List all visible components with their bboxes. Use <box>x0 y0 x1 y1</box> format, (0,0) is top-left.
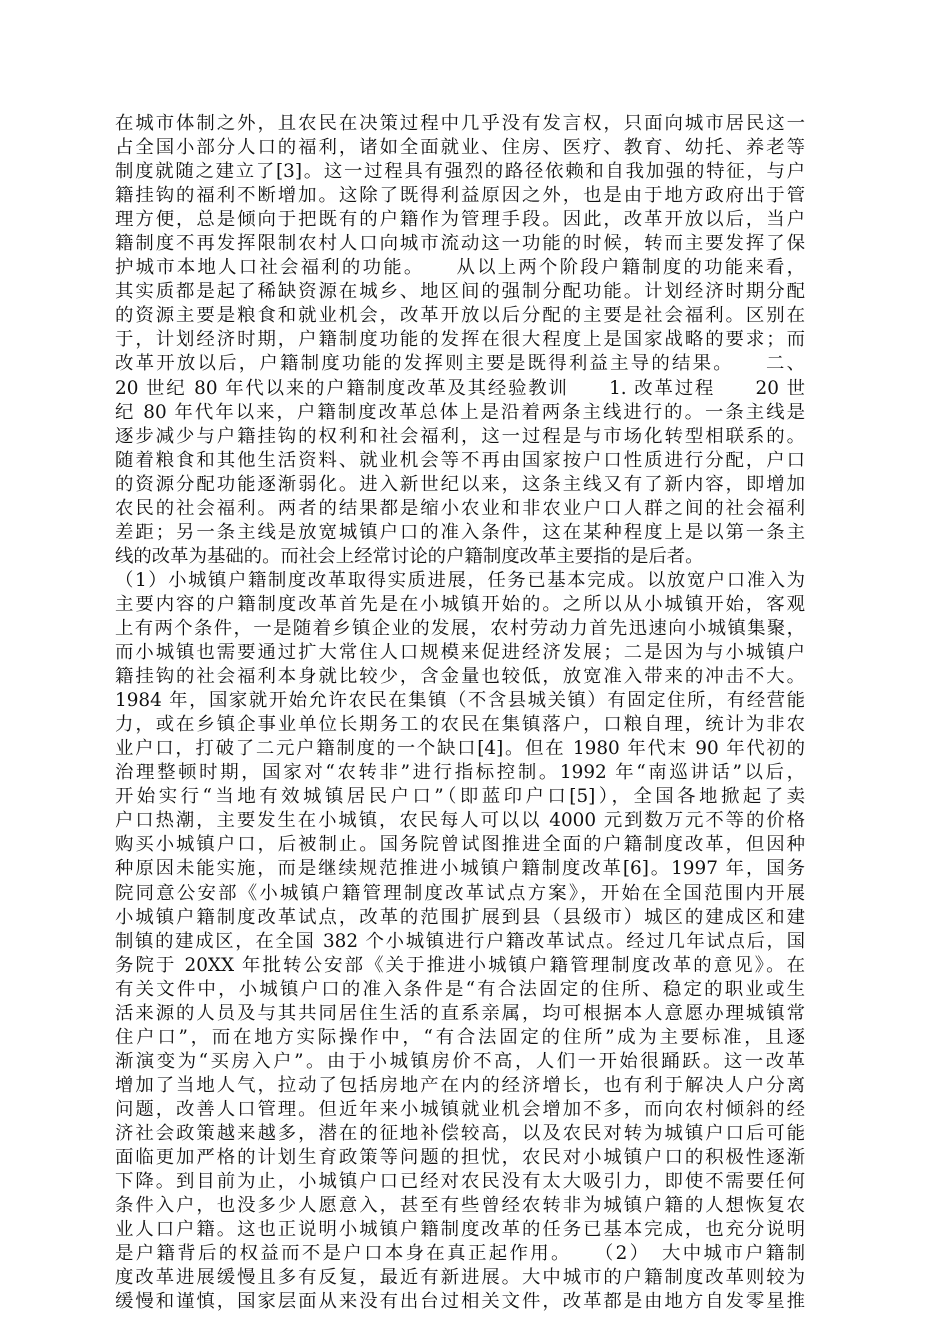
text-line: 理方便，总是倾向于把既有的户籍作为管理手段。因此，改革开放以后，当户 <box>115 209 805 231</box>
text-line: 缓慢和谨慎，国家层面从来没有出台过相关文件，改革都是由地方自发零星推 <box>115 1291 805 1313</box>
text-line: 院同意公安部《小城镇户籍管理制度改革试点方案》，开始在全国范围内开展 <box>115 882 805 904</box>
text-line: 1984 年，国家就开始允许农民在集镇（不含县城关镇）有固定住所，有经营能 <box>115 690 805 712</box>
text-line: 下降。到目前为止，小城镇户口已经对农民没有太大吸引力，即使不需要任何 <box>115 1171 805 1193</box>
text-line: 问题，改善人口管理。但近年来小城镇就业机会增加不多，而向农村倾斜的经 <box>115 1098 805 1120</box>
text-line: 是户籍背后的权益而不是户口本身在真正起作用。 （2） 大中城市户籍制 <box>115 1243 805 1265</box>
text-line: 籍挂钩的社会福利本身就比较少，含金量也较低，放宽准入带来的冲击不大。 <box>115 666 805 688</box>
text-line: 开始实行“当地有效城镇居民户口”（即蓝印户口[5]），全国各地掀起了卖 <box>115 786 805 808</box>
text-line: 业户口，打破了二元户籍制度的一个缺口[4]。但在 1980 年代末 90 年代初的 <box>115 738 805 760</box>
text-line: 种原因未能实施，而是继续规范推进小城镇户籍制度改革[6]。1997 年，国务 <box>115 858 805 880</box>
text-line: 户口热潮，主要发生在小城镇，农民每人可以以 4000 元到数万元不等的价格 <box>115 810 805 832</box>
text-line: 随着粮食和其他生活资料、就业机会等不再由国家按户口性质进行分配，户口 <box>115 449 805 471</box>
text-line: 占全国小部分人口的福利，诸如全面就业、住房、医疗、教育、幼托、养老等 <box>115 137 805 159</box>
text-line: 的资源主要是粮食和就业机会，改革开放以后分配的主要是社会福利。区别在 <box>115 305 805 327</box>
text-line: 20 世纪 80 年代以来的户籍制度改革及其经验教训 1. 改革过程 20 世 <box>115 377 805 399</box>
text-line: 农民的社会福利。两者的结果都是缩小农业和非农业户口人群之间的社会福利 <box>115 497 805 519</box>
text-line: 主要内容的户籍制度改革首先是在小城镇开始的。之所以从小城镇开始，客观 <box>115 593 805 615</box>
text-line: 购买小城镇户口，后被制止。国务院曾试图推进全面的户籍制度改革，但因种 <box>115 834 805 856</box>
body-text <box>115 112 805 1314</box>
text-line: 小城镇户籍制度改革试点，改革的范围扩展到县（县级市）城区的建成区和建 <box>115 906 805 928</box>
text-line: 治理整顿时期，国家对“农转非”进行指标控制。1992 年“南巡讲话”以后， <box>115 762 805 784</box>
text-line: 增加了当地人气，拉动了包括房地产在内的经济增长，也有利于解决人户分离 <box>115 1074 805 1096</box>
text-line: 于，计划经济时期，户籍制度功能的发挥在很大程度上是国家战略的要求；而 <box>115 329 805 351</box>
text-line: 制镇的建成区，在全国 382 个小城镇进行户籍改革试点。经过几年试点后，国 <box>115 930 805 952</box>
text-line: 的资源分配功能逐渐弱化。进入新世纪以来，这条主线又有了新内容，即增加 <box>115 473 805 495</box>
text-line: 渐演变为“买房入户”。由于小城镇房价不高，人们一开始很踊跃。这一改革 <box>115 1050 805 1072</box>
text-line: 面临更加严格的计划生育政策等问题的担忧，农民对小城镇户口的积极性逐渐 <box>115 1147 805 1169</box>
text-line: 护城市本地人口社会福利的功能。 从以上两个阶段户籍制度的功能来看， <box>115 257 805 279</box>
text-line: 纪 80 年代年以来，户籍制度改革总体上是沿着两条主线进行的。一条主线是 <box>115 401 805 423</box>
text-line: 务院于 20XX 年批转公安部《关于推进小城镇户籍管理制度改革的意见》。在 <box>115 954 805 976</box>
text-line: 力，或在乡镇企事业单位长期务工的农民在集镇落户，口粮自理，统计为非农 <box>115 714 805 736</box>
text-line: 住户口”，而在地方实际操作中，“有合法固定的住所”成为主要标准，且逐 <box>115 1026 805 1048</box>
text-line: 度改革进展缓慢且多有反复，最近有新进展。大中城市的户籍制度改革则较为 <box>115 1267 805 1289</box>
text-line: 活来源的人员及与其共同居住生活的直系亲属，均可根据本人意愿办理城镇常 <box>115 1002 805 1024</box>
text-line: 线的改革为基础的。而社会上经常讨论的户籍制度改革主要指的是后者。 <box>115 545 704 567</box>
text-line: （1）小城镇户籍制度改革取得实质进展，任务已基本完成。以放宽户口准入为 <box>115 569 805 591</box>
text-line: 在城市体制之外，且农民在决策过程中几乎没有发言权，只面向城市居民这一 <box>115 113 805 134</box>
text-line: 条件入户，也没多少人愿意入，甚至有些曾经农转非为城镇户籍的人想恢复农 <box>115 1195 805 1217</box>
text-line: 而小城镇也需要通过扩大常住人口规模来促进经济发展；二是因为与小城镇户 <box>115 642 805 664</box>
text-line: 其实质都是起了稀缺资源在城乡、地区间的强制分配功能。计划经济时期分配 <box>115 281 805 303</box>
text-line: 差距；另一条主线是放宽城镇户口的准入条件，这在某种程度上是以第一条主 <box>115 521 805 543</box>
text-line: 上有两个条件，一是随着乡镇企业的发展，农村劳动力首先迅速向小城镇集聚， <box>115 617 805 639</box>
text-line: 济社会政策越来越多，潜在的征地补偿较高，以及农民对转为城镇户口后可能 <box>115 1122 805 1144</box>
text-line: 籍制度不再发挥限制农村人口向城市流动这一功能的时候，转而主要发挥了保 <box>115 233 805 255</box>
text-line: 改革开放以后，户籍制度功能的发挥则主要是既得利益主导的结果。 二、 <box>115 353 805 375</box>
text-line: 业人口户籍。这也正说明小城镇户籍制度改革的任务已基本完成，也充分说明 <box>115 1219 805 1241</box>
text-line: 有关文件中，小城镇户口的准入条件是“有合法固定的住所、稳定的职业或生 <box>115 978 805 1000</box>
text-line: 逐步减少与户籍挂钩的权利和社会福利，这一过程是与市场化转型相联系的。 <box>115 425 805 447</box>
text-line: 制度就随之建立了[3]。这一过程具有强烈的路径依赖和自我加强的特征，与户 <box>115 161 805 183</box>
text-line: 籍挂钩的福利不断增加。这除了既得利益原因之外，也是由于地方政府出于管 <box>115 185 805 207</box>
